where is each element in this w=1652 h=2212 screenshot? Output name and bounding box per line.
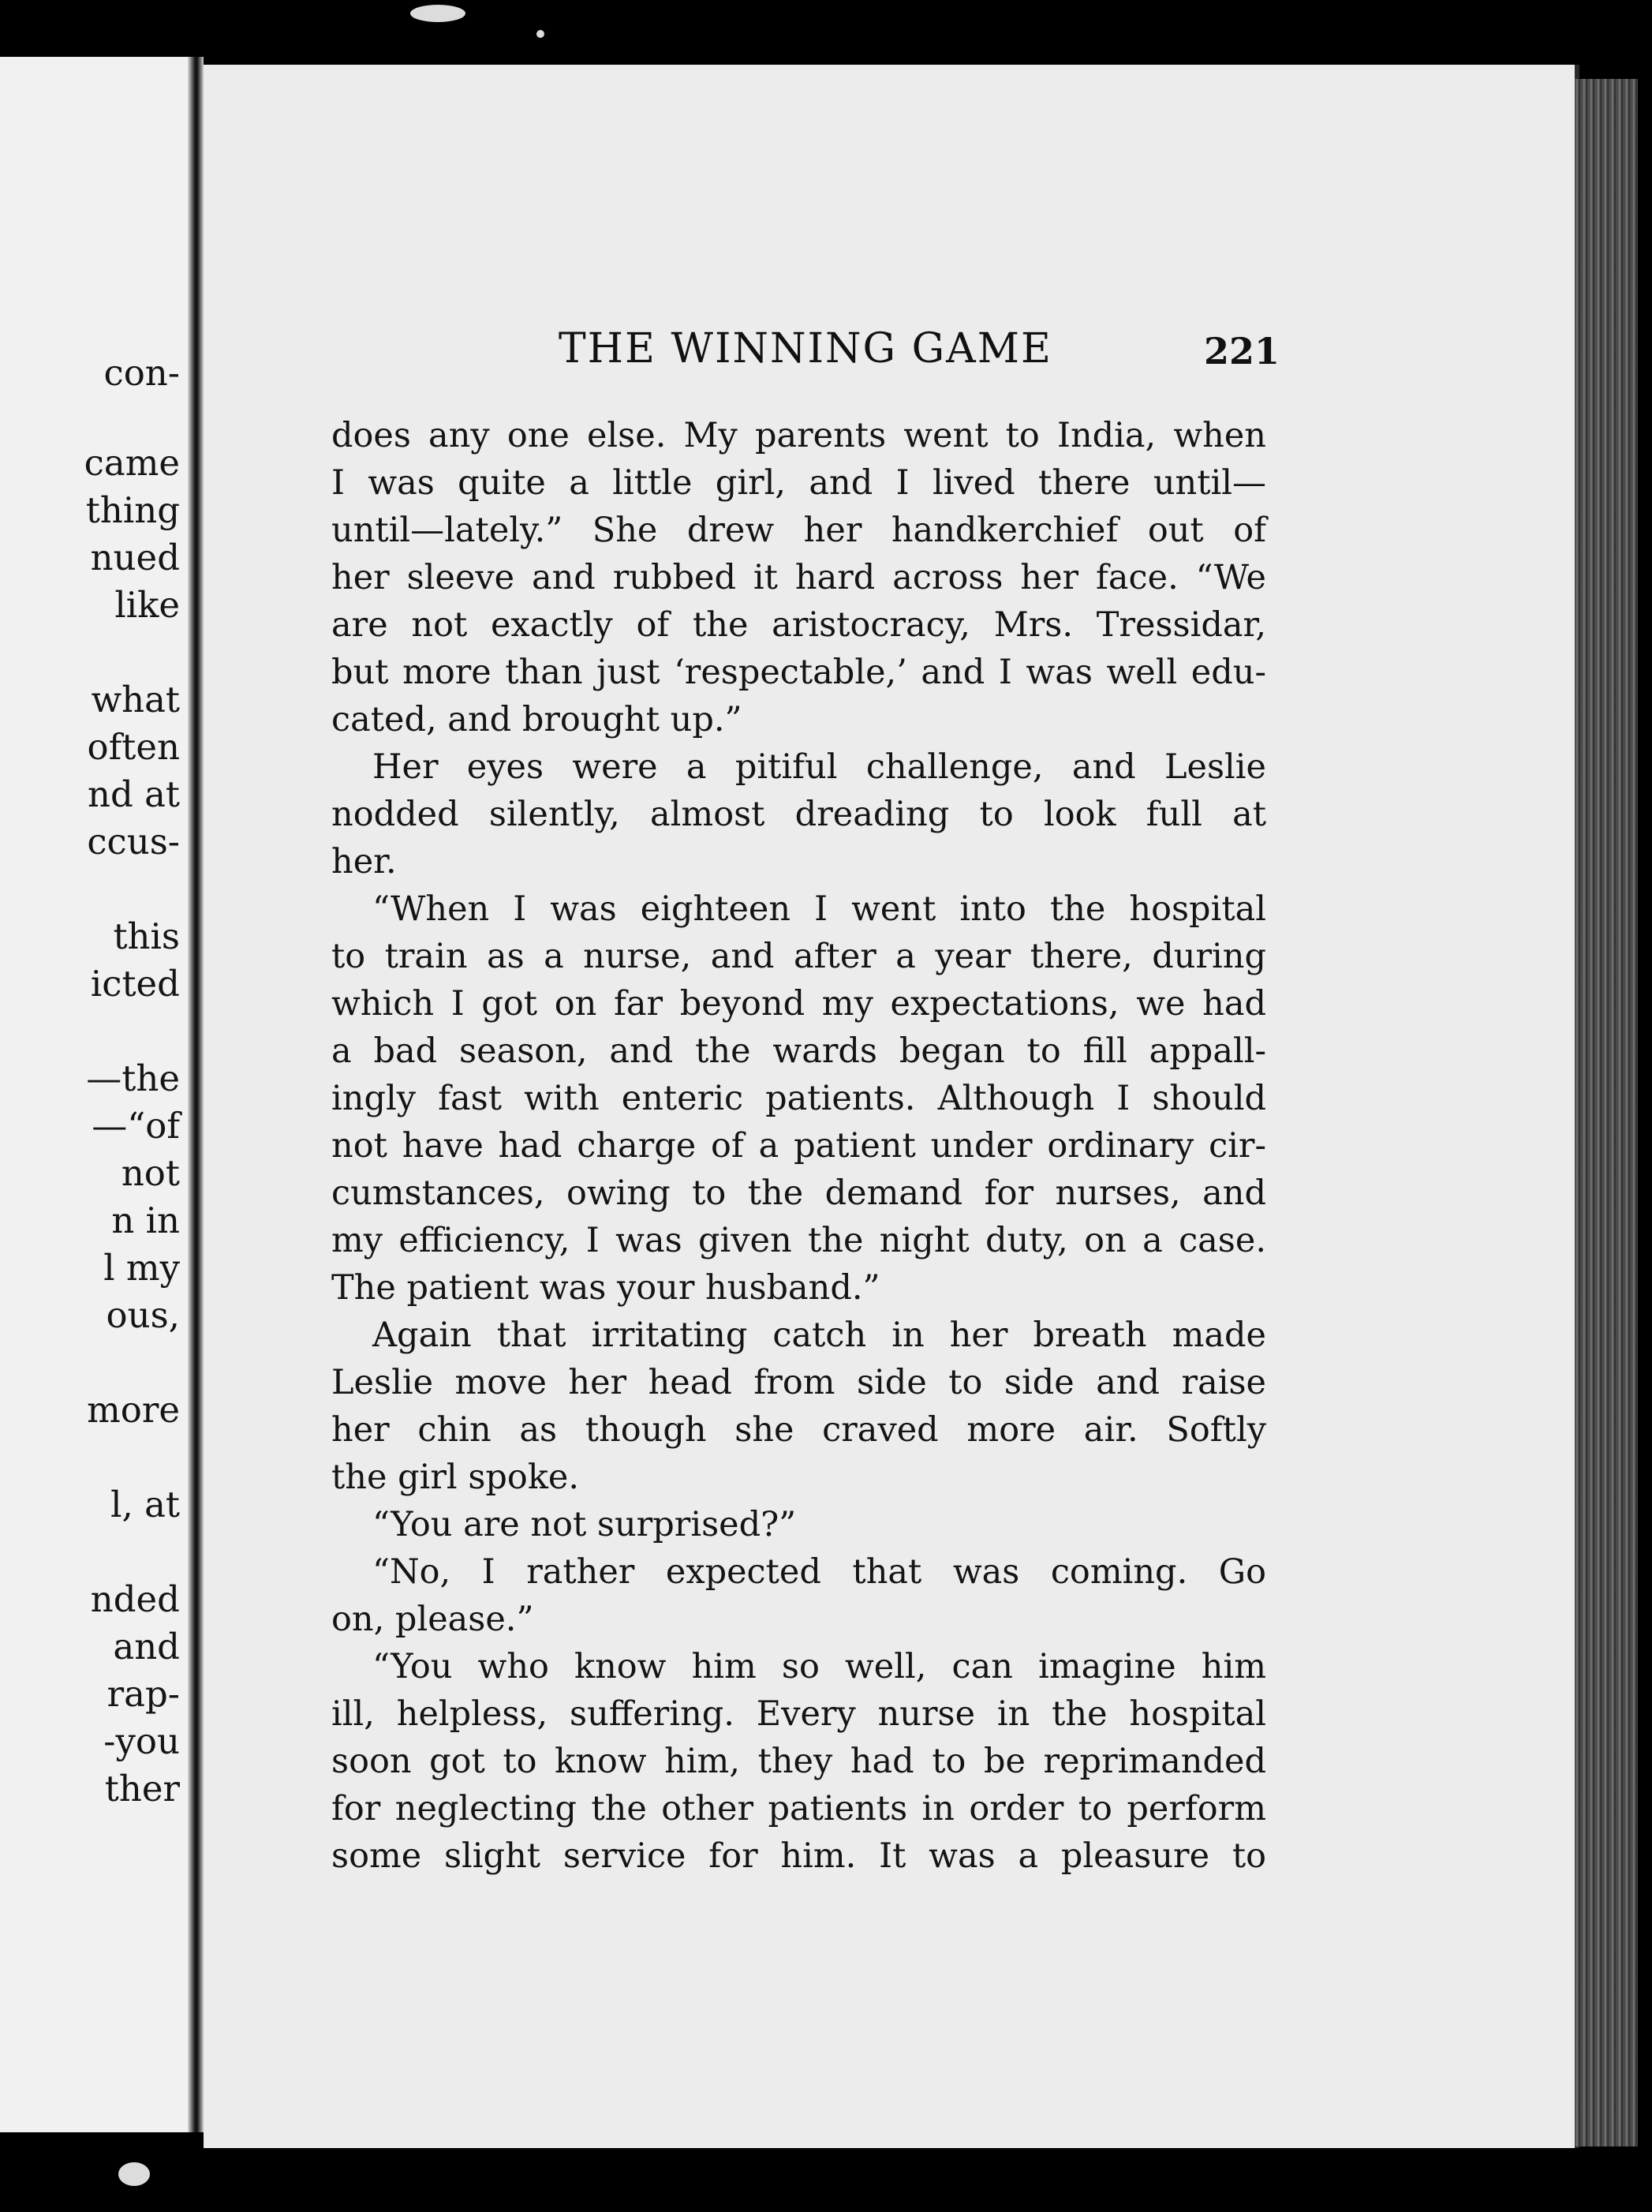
page-number: 221: [1204, 330, 1280, 372]
text-line: Her eyes were a pitiful challenge, and Leslie: [372, 747, 1266, 787]
facing-page-fragment: l my: [103, 1247, 180, 1289]
facing-page-fragment: ther: [104, 1768, 180, 1810]
facing-page-fragment: n in: [111, 1200, 180, 1241]
text-line: nodded silently, almost dreading to look full at: [331, 795, 1266, 834]
text-line: her sleeve and rubbed it hard across her face. “We: [331, 558, 1266, 597]
book-gutter: [188, 57, 204, 2132]
text-line: the girl spoke.: [331, 1458, 579, 1497]
page-body-text: [331, 412, 1266, 1880]
text-line: on, please.”: [331, 1600, 534, 1639]
facing-page-fragment: not: [121, 1152, 180, 1194]
facing-page-fragment: rap-: [107, 1673, 180, 1715]
text-line: a bad season, and the wards began to fill appall-: [331, 1031, 1266, 1071]
facing-page-fragment: what: [91, 679, 180, 720]
facing-page-fragment: icted: [90, 963, 180, 1005]
facing-page-fragment: —the: [86, 1057, 180, 1099]
text-line: “You who know him so well, can imagine him: [372, 1647, 1266, 1686]
text-line: “You are not surprised?”: [372, 1505, 797, 1544]
facing-page-fragment: this: [113, 915, 180, 957]
facing-page-fragment: nd at: [87, 773, 180, 815]
facing-page-fragment: and: [113, 1626, 180, 1667]
text-line: The patient was your husband.”: [331, 1268, 880, 1308]
text-line: until—lately.” She drew her handkerchief out of: [331, 511, 1266, 550]
text-line: cated, and brought up.”: [331, 700, 742, 739]
text-line: which I got on far beyond my expectations, we had: [331, 984, 1266, 1024]
facing-page-fragment: nued: [90, 537, 180, 578]
facing-page-fragment: like: [114, 584, 180, 626]
facing-page-fragment: more: [87, 1389, 180, 1431]
text-line: some slight service for him. It was a pleasure to: [331, 1836, 1266, 1876]
facing-page-fragment: con-: [103, 352, 180, 394]
text-line: Leslie move her head from side to side and raise: [331, 1363, 1266, 1402]
page-stack-edge: [1575, 79, 1638, 2147]
facing-page-fragment: ous,: [106, 1294, 180, 1336]
text-line: “No, I rather expected that was coming. Go: [372, 1552, 1266, 1592]
facing-page-fragment: ccus-: [87, 821, 180, 863]
facing-page-fragment: —“of: [92, 1105, 180, 1147]
text-line: but more than just ‘respectable,’ and I was well edu-: [331, 653, 1266, 692]
scan-speck: [118, 2162, 150, 2186]
text-line: for neglecting the other patients in order to perform: [331, 1789, 1266, 1828]
page-header: [204, 325, 1575, 372]
text-line: I was quite a little girl, and I lived there until—: [331, 463, 1266, 503]
running-title: THE WINNING GAME: [559, 325, 1052, 372]
text-line: “When I was eighteen I went into the hospital: [372, 889, 1266, 929]
facing-page-fragment: often: [87, 726, 180, 768]
facing-page-fragment: -you: [103, 1720, 180, 1762]
book-page: [204, 65, 1579, 2148]
text-line: her chin as though she craved more air. Softly: [331, 1410, 1266, 1450]
facing-page-fragment: came: [84, 442, 180, 484]
text-line: her.: [331, 842, 397, 881]
text-line: to train as a nurse, and after a year there, during: [331, 937, 1266, 976]
text-line: does any one else. My parents went to India, when: [331, 416, 1266, 455]
text-line: soon got to know him, they had to be reprimanded: [331, 1742, 1266, 1781]
facing-page-left: [0, 57, 188, 2132]
text-line: Again that irritating catch in her breath made: [372, 1316, 1266, 1355]
text-line: not have had charge of a patient under ordinary cir-: [331, 1126, 1266, 1166]
text-line: ill, helpless, suffering. Every nurse in the hospital: [331, 1694, 1266, 1734]
facing-page-fragment: thing: [85, 489, 180, 531]
text-line: are not exactly of the aristocracy, Mrs. Tressidar,: [331, 605, 1266, 645]
facing-page-fragment: nded: [90, 1578, 180, 1620]
text-line: my efficiency, I was given the night duty, on a case.: [331, 1221, 1266, 1260]
text-line: ingly fast with enteric patients. Although I should: [331, 1079, 1266, 1118]
facing-page-fragment: l, at: [110, 1484, 180, 1525]
scan-speck: [410, 5, 465, 22]
text-line: cumstances, owing to the demand for nurses, and: [331, 1173, 1266, 1213]
scan-speck: [536, 30, 544, 38]
